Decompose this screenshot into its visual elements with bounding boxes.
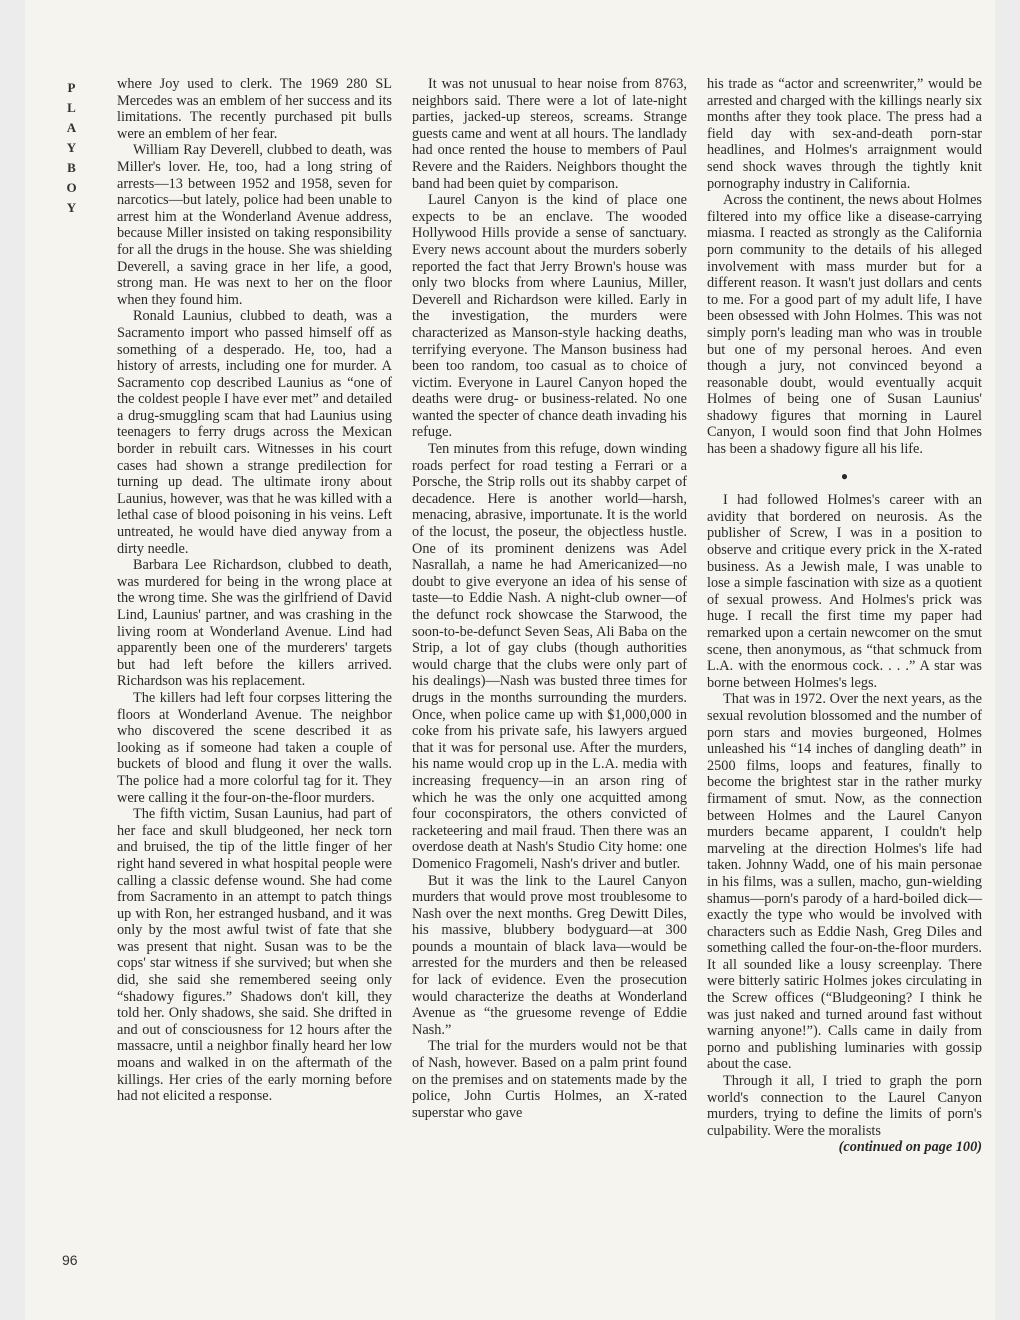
paragraph: Through it all, I tried to graph the porn world's connection to the Laurel Canyon murders, trying to define the limits of porn's culpability. Were the moralists	[707, 1073, 982, 1139]
paragraph: The killers had left four corpses littering the floors at Wonderland Avenue. The neighbor who discovered the scene described it as looking as if someone had taken a couple of buckets of blood and flung it over the walls. The police had a more colorful tag for it. They were calling it the four-on-the-floor murders.	[117, 689, 392, 806]
paragraph: Laurel Canyon is the kind of place one expects to be an enclave. The wooded Hollywood Hills provide a sense of sanctuary. Every news account about the murders soberly reported the fact that Jerry Brown's house was only two blocks from where Launius, Miller, Deverell and Richardson were killed. Early in the investigation, the murders were characterized as Manson-style hacking deaths, terrifying everyone. The Manson business had been too random, too casual as to choice of victim. Everyone in Laurel Canyon hoped the deaths were drug- or business-related. No one wanted the specter of chance death invading his refuge.	[412, 192, 687, 441]
paragraph: The fifth victim, Susan Launius, had part of her face and skull bludgeoned, her neck torn and bruised, the tip of the little finger of her right hand severed in what hospital people were calling a classic defense wound. She had come from Sacramento in an attempt to patch things up with Ron, her estranged husband, and it was only by the most awful twist of fate that she was present that night. Susan was to be the cops' star witness if she survived; but when she did, she said she remembered seeing only “shadowy figures.” Shadows don't kill, they told her. Only shadows, she said. She drifted in and out of consciousness for 12 hours after the massacre, until a neighbor finally heard her low moans and walked in on the aftermath of the killings. Her cries of the early morning before had not elicited a response.	[117, 806, 392, 1105]
paragraph: Ten minutes from this refuge, down winding roads perfect for road testing a Ferrari or a Porsche, the Strip rolls out its shabby carpet of decadence. Here is another world—harsh, menacing, abrasive, importunate. It is the world of the locust, the poseur, the objectless hustle. One of its prominent denizens was Adel Nasrallah, a name he had Americanized—no doubt to give everyone an idea of his sense of taste—to Eddie Nash. A night-club owner—of the defunct rock showcase the Starwood, the soon-to-be-defunct Seven Seas, Ali Baba on the Strip, a lot of gay clubs (though authorities would charge that the clubs were only part of his dealings)—Nash was busted three times for drugs in the months surrounding the murders. Once, when police came up with $1,000,000 in coke from his private safe, his lawyers argued that it was for personal use. After the murders, his name would crop up in the L.A. media with increasing frequency—in an arson ring of which he was the only one acquitted among four coconspirators, the others convicted of racketeering and mail fraud. Then there was an overdose death at Nash's Studio City home: one Domenico Fragomeli, Nash's driver and butler.	[412, 441, 687, 872]
masthead-letter: O	[66, 180, 78, 195]
paragraph: But it was the link to the Laurel Canyon murders that would prove most troublesome to Nash over the next months. Greg Dewitt Diles, his massive, blubbery bodyguard—at 300 pounds a mountain of black lava—would be arrested for the murders and then be released for lack of evidence. Even the prosecution would characterize the deaths at Wonderland Avenue as “the gruesome revenge of Eddie Nash.”	[412, 872, 687, 1038]
paragraph: where Joy used to clerk. The 1969 280 SL Mercedes was an emblem of her success and its limitations. The recently purchased pit bulls were an emblem of her fear.	[117, 76, 392, 142]
paragraph: Ronald Launius, clubbed to death, was a Sacramento import who passed himself off as something of a desperado. He, too, had a history of arrests, including one for murder. A Sacramento cop described Launius as “one of the coldest people I have ever met” and detailed a drug-smuggling scam that had Launius using teenagers to ferry drugs across the Mexican border in rebuilt cars. Witnesses in his court cases had shown a strange predilection for turning up dead. The ultimate irony about Launius, however, was that he was killed with a lethal case of blood poisoning in his veins. Left untreated, he would have died anyway from a dirty needle.	[117, 308, 392, 557]
magazine-page	[25, 0, 995, 1320]
column-2	[412, 76, 687, 1121]
paragraph: his trade as “actor and screenwriter,” would be arrested and charged with the killings nearly six months after they took place. The press had a field day with sex-and-death porn-star headlines, and Holmes's arraignment would send shock waves through the tightly knit pornography industry in California.	[707, 76, 982, 192]
masthead-letter: L	[67, 100, 77, 115]
paragraph: The trial for the murders would not be that of Nash, however. Based on a palm print found on the premises and on statements made by the police, John Curtis Holmes, an X-rated superstar who gave	[412, 1038, 687, 1121]
paragraph: Barbara Lee Richardson, clubbed to death, was murdered for being in the wrong place at the wrong time. She was the girlfriend of David Lind, Launius' partner, and was crashing in the living room at Wonderland Avenue. Lind had apparently been one of the murderers' targets but had left before the killers arrived. Richardson was his replacement.	[117, 557, 392, 690]
masthead-letter: Y	[66, 200, 78, 215]
masthead-vertical	[62, 78, 82, 218]
paragraph: I had followed Holmes's career with an avidity that bordered on neurosis. As the publisher of Screw, I was in a position to observe and critique every prick in the X-rated business. As a Jewish male, I was unable to lose a simple fascination with size as a quotient of sexual prowess. And Holmes's prick was huge. I recall the first time my paper had remarked upon a certain newcomer on the smut scene, then anonymous, as “that schmuck from L.A. with the enormous cock. . . .” A star was borne between Holmes's legs.	[707, 492, 982, 691]
masthead-letter: A	[66, 120, 78, 135]
masthead-letter: Y	[66, 140, 78, 155]
paragraph: That was in 1972. Over the next years, as the sexual revolution blossomed and the number of porn stars and movies burgeoned, Holmes unleashed his “14 inches of dangling death” in 2500 films, loops and features, finally to become the brightest star in the rather murky firmament of smut. Now, as the connection between Holmes and the Laurel Canyon murders became apparent, I couldn't help marveling at the direction Holmes's life had taken. Johnny Wadd, one of his main personae in his films, was a sullen, macho, gun-wielding shamus—porn's parody of a hard-boiled dick—exactly the type who would be involved with characters such as Eddie Nash, Greg Diles and something called the four-on-the-floor murders. It all sounded like a lousy screenplay. There were bitterly satiric Holmes jokes circulating in the Screw offices (“Bludgeoning? I think he was just naked and turned around fast without warning anyone!”). Calls came in daily from porno and publishing luminaries with gossip about the case.	[707, 691, 982, 1073]
continued-note: (continued on page 100)	[838, 1139, 982, 1156]
page-number: 96	[62, 1252, 78, 1268]
paragraph: It was not unusual to hear noise from 8763, neighbors said. There were a lot of late-night parties, jacked-up stereos, screams. Strange guests came and went at all hours. The landlady had once rented the house to members of Paul Revere and the Raiders. Neighbors thought the band had been quiet by comparison.	[412, 76, 687, 192]
masthead-letter: B	[67, 160, 77, 175]
column-3	[707, 76, 982, 1156]
paragraph: William Ray Deverell, clubbed to death, was Miller's lover. He, too, had a long string of arrests—13 between 1952 and 1958, seven for narcotics—but lately, police had been unable to arrest him at the Wonderland Avenue address, because Miller insisted on taking responsibility for all the drugs in the house. She was shielding Deverell, a saving grace in her life, a good, strong man. He was next to her on the floor when they found him.	[117, 142, 392, 308]
paragraph: Across the continent, the news about Holmes filtered into my office like a disease-carrying miasma. I reacted as strongly as the California porn community to the details of his alleged involvement with mass murder but for a different reason. It wasn't just dollars and cents to me. For a good part of my adult life, I have been obsessed with John Holmes. This was not simply porn's leading man who was in trouble but one of my personal heroes. And even though a jury, not convinced beyond a reasonable doubt, would eventually acquit Holmes of being one of Susan Launius' shadowy figures that morning in Laurel Canyon, I would soon find that John Holmes has been a shadowy figure all his life.	[707, 192, 982, 458]
column-1	[117, 76, 392, 1105]
masthead-letter: P	[67, 80, 77, 95]
section-break-bullet: ●	[840, 468, 849, 483]
